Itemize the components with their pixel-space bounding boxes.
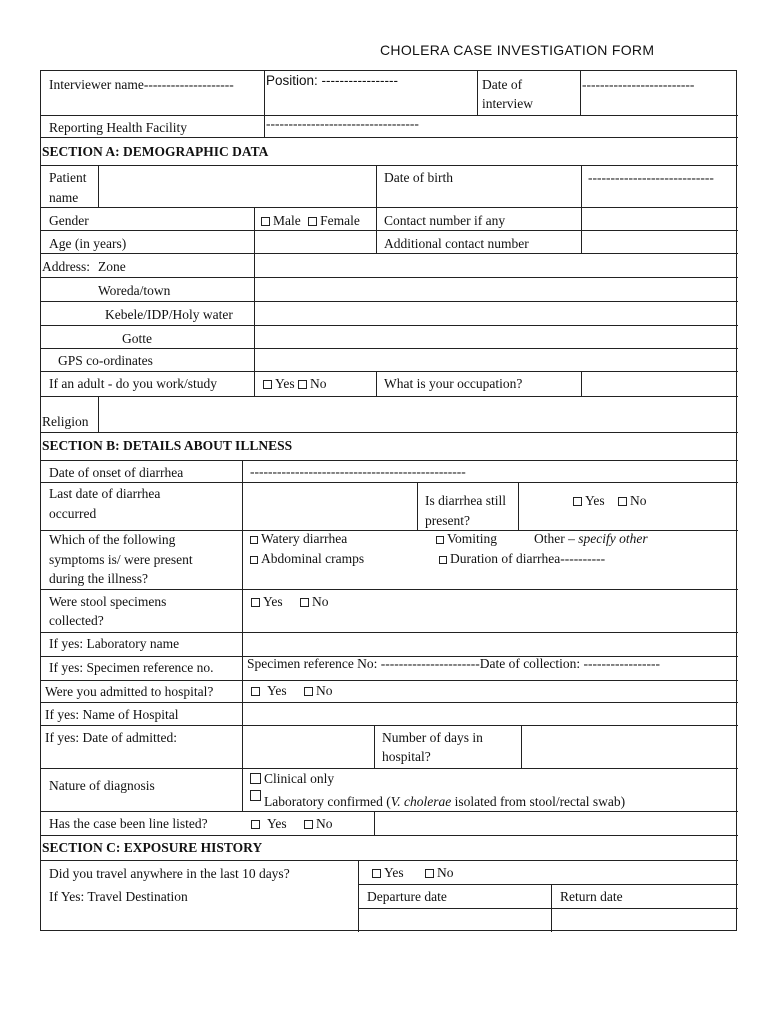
lab-confirmed-checkbox[interactable] xyxy=(250,790,261,801)
occupation-label: What is your occupation? xyxy=(384,376,523,391)
yes-label: Yes xyxy=(384,865,404,880)
yes-label: Yes xyxy=(263,594,283,609)
gender-label: Gender xyxy=(49,213,89,228)
work-yes-checkbox[interactable] xyxy=(263,380,272,389)
vomiting-label: Vomiting xyxy=(447,531,498,546)
cramps-label: Abdominal cramps xyxy=(261,551,365,566)
no-label: No xyxy=(630,493,647,508)
duration-checkbox[interactable] xyxy=(439,556,447,564)
male-checkbox[interactable] xyxy=(261,217,270,226)
lab-confirmed-label-c: isolated from stool/rectal swab) xyxy=(451,794,626,809)
dob-label: Date of birth xyxy=(384,170,453,185)
departure-label: Departure date xyxy=(367,889,447,904)
lab-confirmed-label-b: V. cholerae xyxy=(390,794,452,809)
date-admitted-label: If yes: Date of admitted: xyxy=(45,730,177,745)
duration-option xyxy=(439,549,605,568)
days-label-2: hospital? xyxy=(382,749,431,764)
additional-contact-label: Additional contact number xyxy=(384,236,529,251)
clinical-option xyxy=(250,769,334,788)
last-date-label-2: occurred xyxy=(49,506,97,521)
age-label: Age (in years) xyxy=(49,236,127,251)
symptoms-label-2: symptoms is/ were present xyxy=(49,552,193,567)
still-present-label-2: present? xyxy=(425,513,470,528)
vomiting-checkbox[interactable] xyxy=(436,536,444,544)
patient-name-label-2: name xyxy=(49,190,79,205)
cramps-checkbox[interactable] xyxy=(250,556,258,564)
onset-field[interactable]: ------------------------------------------------ xyxy=(250,464,466,479)
contact-label: Contact number if any xyxy=(384,213,506,228)
position-label: Position: ----------------- xyxy=(266,73,398,88)
stool-yes-checkbox[interactable] xyxy=(251,598,260,607)
specify-other-label: specify other xyxy=(578,531,648,546)
stool-label-2: collected? xyxy=(49,613,104,628)
date-of-interview-label-2: interview xyxy=(482,96,533,111)
yes-label: Yes xyxy=(267,816,287,831)
other-label: Other – xyxy=(534,531,575,546)
kebele-label: Kebele/IDP/Holy water xyxy=(105,307,233,322)
section-c-heading: SECTION C: EXPOSURE HISTORY xyxy=(42,840,263,855)
form-title: CHOLERA CASE INVESTIGATION FORM xyxy=(380,42,655,58)
diagnosis-label: Nature of diagnosis xyxy=(49,778,155,793)
yes-label: Yes xyxy=(267,683,287,698)
date-of-interview-label: Date of xyxy=(482,77,523,92)
adult-work-label: If an adult - do you work/study xyxy=(49,376,217,391)
duration-label: Duration of diarrhea---------- xyxy=(450,551,606,566)
hospital-name-label: If yes: Name of Hospital xyxy=(45,707,179,722)
adult-work-options xyxy=(263,374,327,393)
patient-name-label: Patient xyxy=(49,170,87,185)
travel-yes-checkbox[interactable] xyxy=(372,869,381,878)
symptoms-label: Which of the following xyxy=(49,532,176,547)
last-date-label: Last date of diarrhea xyxy=(49,486,161,501)
no-label: No xyxy=(316,816,333,831)
symptoms-label-3: during the illness? xyxy=(49,571,148,586)
woreda-label: Woreda/town xyxy=(98,283,171,298)
travel-options xyxy=(372,863,454,882)
line-listed-options xyxy=(251,814,333,833)
section-a-heading: SECTION A: DEMOGRAPHIC DATA xyxy=(42,144,269,159)
still-present-label: Is diarrhea still xyxy=(425,493,506,508)
still-present-options xyxy=(573,491,647,510)
lab-name-label: If yes: Laboratory name xyxy=(49,636,180,651)
travel-no-checkbox[interactable] xyxy=(425,869,434,878)
female-checkbox[interactable] xyxy=(308,217,317,226)
interviewer-name-label: Interviewer name-------------------- xyxy=(49,77,234,92)
spec-ref-label: If yes: Specimen reference no. xyxy=(49,660,214,675)
watery-label: Watery diarrhea xyxy=(261,531,348,546)
date-of-interview-field[interactable]: ------------------------- xyxy=(582,77,695,92)
religion-label: Religion xyxy=(42,414,89,429)
days-label: Number of days in xyxy=(382,730,483,745)
female-label: Female xyxy=(320,213,360,228)
watery-checkbox[interactable] xyxy=(250,536,258,544)
gps-label: GPS co-ordinates xyxy=(58,353,153,368)
gotte-label: Gotte xyxy=(122,331,152,346)
watery-option xyxy=(250,529,347,548)
reporting-facility-label: Reporting Health Facility xyxy=(49,120,187,135)
travel-label: Did you travel anywhere in the last 10 days? xyxy=(49,866,290,881)
line-listed-label: Has the case been line listed? xyxy=(49,816,208,831)
cramps-option xyxy=(250,549,364,568)
admitted-no-checkbox[interactable] xyxy=(304,687,313,696)
gender-options xyxy=(261,211,360,230)
yes-label: Yes xyxy=(275,376,295,391)
still-yes-checkbox[interactable] xyxy=(573,497,582,506)
line-listed-no-checkbox[interactable] xyxy=(304,820,313,829)
vomiting-option xyxy=(436,529,497,548)
onset-label: Date of onset of diarrhea xyxy=(49,465,184,480)
no-label: No xyxy=(312,594,329,609)
clinical-checkbox[interactable] xyxy=(250,773,261,784)
form-table xyxy=(40,70,737,931)
stool-label: Were stool specimens xyxy=(49,594,167,609)
admitted-yes-checkbox[interactable] xyxy=(251,687,260,696)
line-listed-yes-checkbox[interactable] xyxy=(251,820,260,829)
stool-no-checkbox[interactable] xyxy=(300,598,309,607)
admitted-label: Were you admitted to hospital? xyxy=(45,684,214,699)
section-b-heading: SECTION B: DETAILS ABOUT ILLNESS xyxy=(42,438,293,453)
still-no-checkbox[interactable] xyxy=(618,497,627,506)
yes-label: Yes xyxy=(585,493,605,508)
stool-options xyxy=(251,592,329,611)
clinical-label: Clinical only xyxy=(264,771,335,786)
no-label: No xyxy=(437,865,454,880)
other-option xyxy=(534,529,648,548)
work-no-checkbox[interactable] xyxy=(298,380,307,389)
male-label: Male xyxy=(273,213,301,228)
lab-confirmed-label-a: Laboratory confirmed ( xyxy=(264,794,391,809)
return-label: Return date xyxy=(560,889,623,904)
dob-field[interactable]: ---------------------------- xyxy=(588,170,714,185)
zone-label: Zone xyxy=(98,259,126,274)
lab-confirmed-option xyxy=(250,790,625,811)
no-label: No xyxy=(310,376,327,391)
reporting-facility-field[interactable]: ---------------------------------- xyxy=(266,116,419,131)
spec-ref-field[interactable]: Specimen reference No: ----------------------Date of collection: ----------------- xyxy=(247,656,660,671)
admitted-options xyxy=(251,681,333,700)
address-label: Address: xyxy=(42,259,90,274)
no-label: No xyxy=(316,683,333,698)
destination-label: If Yes: Travel Destination xyxy=(49,889,188,904)
